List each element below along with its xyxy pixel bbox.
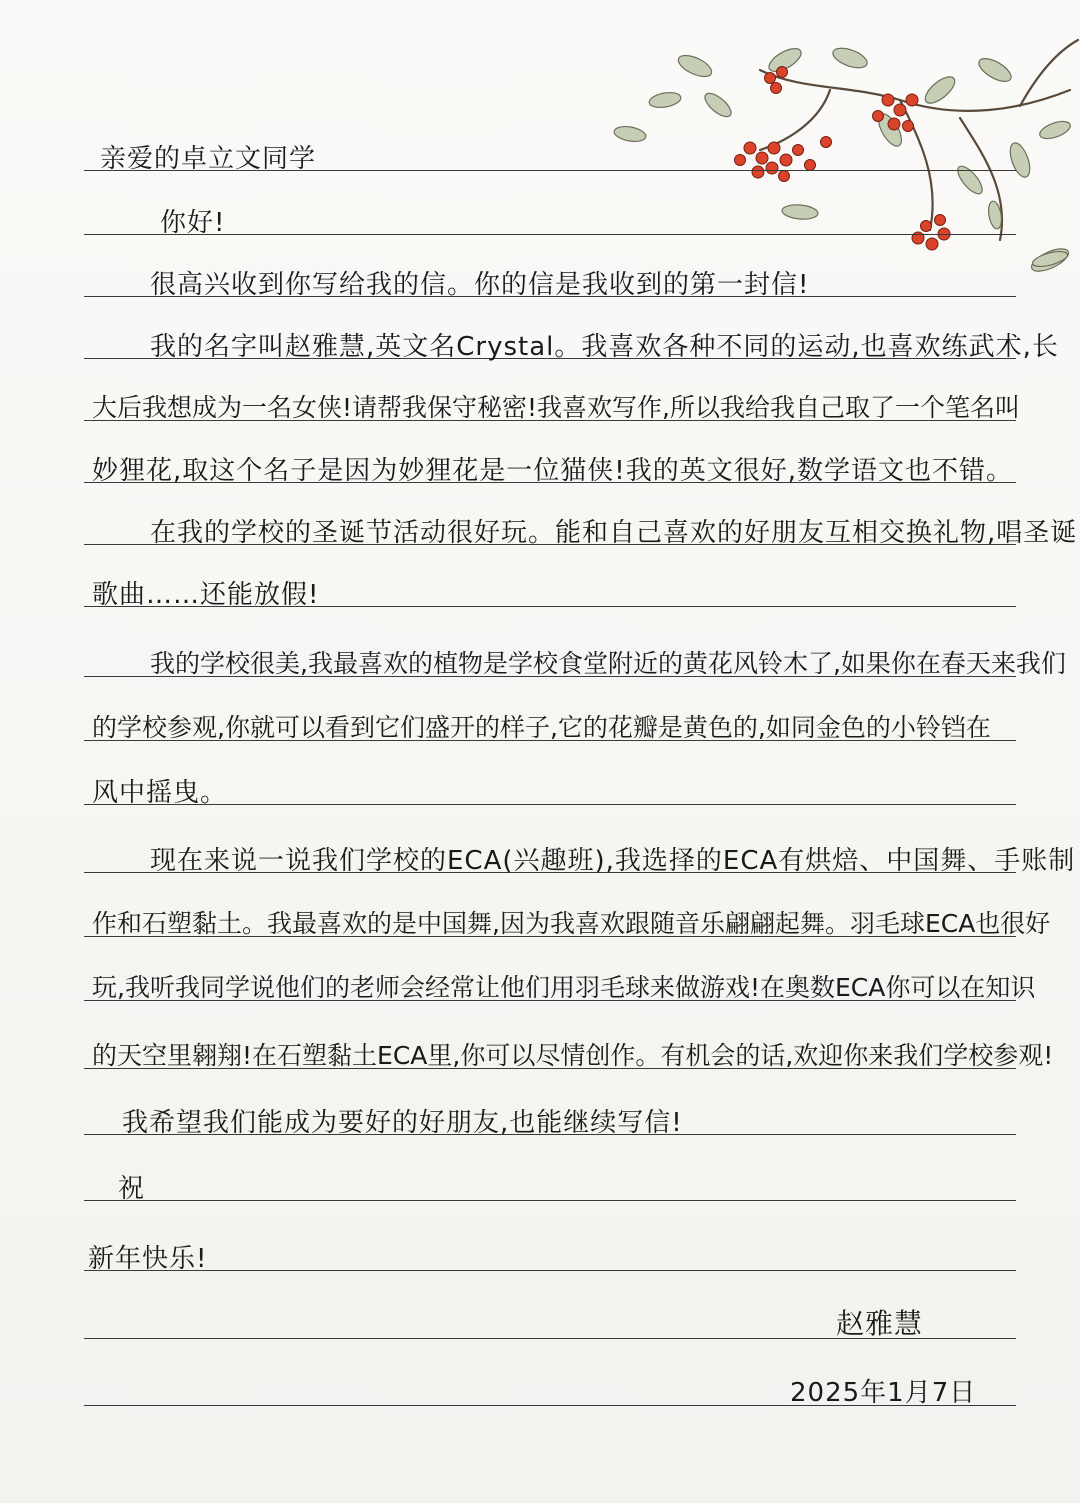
- body-line: 我希望我们能成为要好的好朋友,也能继续写信!: [122, 1108, 683, 1138]
- ruled-line: [84, 1270, 1016, 1271]
- body-line: 妙狸花,取这个名子是因为妙狸花是一位猫侠!我的英文很好,数学语文也不错。: [92, 456, 1013, 486]
- body-line: 作和石塑黏土。我最喜欢的是中国舞,因为我喜欢跟随音乐翩翩起舞。羽毛球ECA也很好: [92, 909, 1051, 938]
- salutation: 亲爱的卓立文同学: [100, 144, 317, 174]
- closing: 祝: [118, 1174, 146, 1204]
- ruled-line: [84, 1200, 1016, 1201]
- body-line: 很高兴收到你写给我的信。你的信是我收到的第一封信!: [150, 270, 810, 300]
- body-line: 的学校参观,你就可以看到它们盛开的样子,它的花瓣是黄色的,如同金色的小铃铛在: [92, 713, 991, 742]
- body-line: 现在来说一说我们学校的ECA(兴趣班),我选择的ECA有烘焙、中国舞、手账制: [150, 846, 1076, 876]
- body-line: 玩,我听我同学说他们的老师会经常让他们用羽毛球来做游戏!在奥数ECA你可以在知识: [92, 973, 1036, 1002]
- body-line: 我的名字叫赵雅慧,英文名Crystal。我喜欢各种不同的运动,也喜欢练武术,长: [150, 332, 1059, 362]
- greeting: 你好!: [160, 208, 226, 238]
- signature: 赵雅慧: [836, 1307, 924, 1340]
- body-line: 的天空里翱翔!在石塑黏土ECA里,你可以尽情创作。有机会的话,欢迎你来我们学校参观!: [92, 1041, 1054, 1070]
- berry-branch-illustration: [600, 30, 1080, 280]
- body-line: 我的学校很美,我最喜欢的植物是学校食堂附近的黄花风铃木了,如果你在春天来我们: [150, 649, 1066, 678]
- body-line: 歌曲……还能放假!: [92, 580, 320, 610]
- body-line: 大后我想成为一名女侠!请帮我保守秘密!我喜欢写作,所以我给我自己取了一个笔名叫: [92, 393, 1020, 422]
- falling-leaf-icon: [1028, 248, 1072, 270]
- date: 2025年1月7日: [790, 1378, 977, 1408]
- body-line: 在我的学校的圣诞节活动很好玩。能和自己喜欢的好朋友互相交换礼物,唱圣诞: [150, 518, 1078, 548]
- wish: 新年快乐!: [88, 1244, 208, 1274]
- body-line: 风中摇曳。: [92, 778, 228, 808]
